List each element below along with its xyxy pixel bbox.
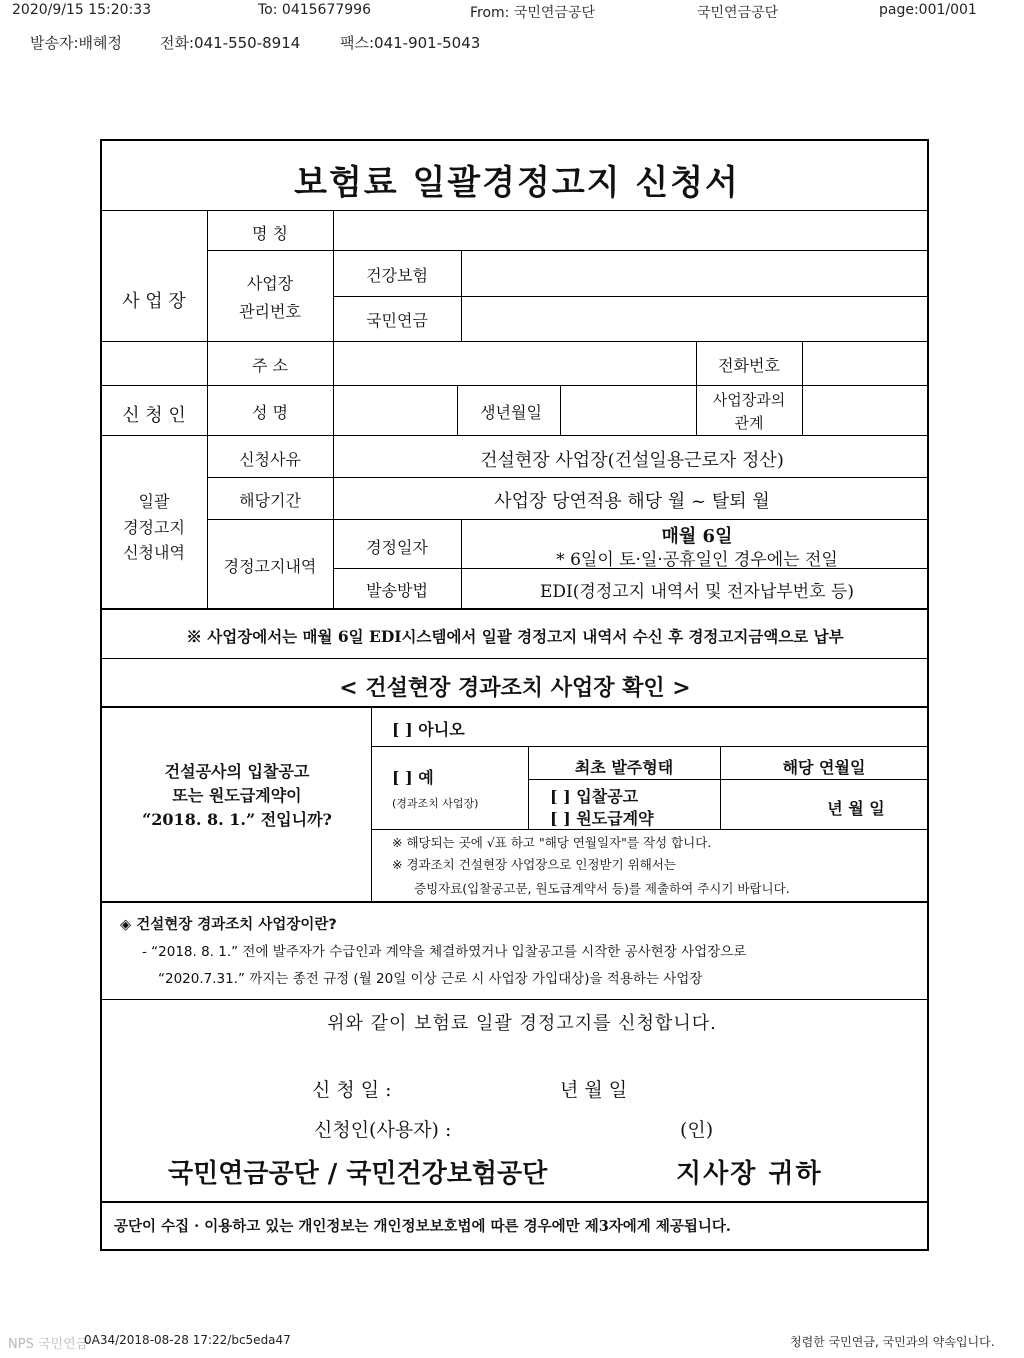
period-label: 해당기간 <box>239 491 301 510</box>
birthdate-label: 생년월일 <box>480 403 542 422</box>
business-section-label: 사 업 장 <box>122 291 186 312</box>
definition-line-1: - “2018. 8. 1.” 전에 발주자가 수급인과 계약을 체결하였거나 입찰공고를 시작한 공사현장 사업장으로 <box>142 944 747 960</box>
form-title: 보험료 일괄경정고지 신청서 <box>294 163 740 203</box>
applicant-name-label: 성 명 <box>252 403 288 422</box>
definition-title: ◈ 건설현장 경과조치 사업장이란? <box>120 917 337 933</box>
details-section-label-2: 경정고지 <box>123 518 185 537</box>
order-date-field[interactable]: 년 월 일 <box>827 799 885 818</box>
details-section-label-1: 일괄 <box>138 492 170 511</box>
relation-label-1: 사업장과의 <box>712 391 786 409</box>
addressee-org: 국민연금공단 / 국민건강보험공단 <box>168 1159 548 1189</box>
transition-note-3: 증빙자료(입찰공고문, 원도급계약서 등)를 제출하여 주시기 바랍니다. <box>414 881 790 896</box>
applicant-signature-label: 신청인(사용자) : <box>314 1119 452 1141</box>
details-section-label-3: 신청내역 <box>123 543 185 562</box>
definition-line-2: “2020.7.31.” 까지는 종전 규정 (월 20일 이상 근로 시 사업장 가입대상)을 적용하는 사업장 <box>158 971 703 987</box>
contract-checkbox[interactable]: [ ] 원도급계약 <box>550 809 654 828</box>
mgmt-no-label-1: 사업장 <box>246 274 294 293</box>
business-name-label: 명 칭 <box>252 224 288 243</box>
notice-details-label: 경정고지내역 <box>223 557 317 576</box>
transition-note-2: ※ 경과조치 건설현장 사업장으로 인정받기 위해서는 <box>392 857 676 872</box>
phone-label: 전화번호 <box>718 356 780 375</box>
transition-note-1: ※ 해당되는 곳에 √표 하고 "해당 연월일자"를 작성 합니다. <box>392 835 712 850</box>
first-order-header: 최초 발주형태 <box>574 758 674 777</box>
yes-checkbox[interactable]: [ ] 예 <box>392 768 434 787</box>
health-insurance-label: 건강보험 <box>366 266 428 285</box>
fax-to: To: 0415677996 <box>258 2 371 18</box>
fax-datetime: 2020/9/15 15:20:33 <box>12 2 152 18</box>
transition-heading: < 건설현장 경과조치 사업장 확인 > <box>339 675 691 701</box>
reason-label: 신청사유 <box>239 450 301 469</box>
correction-date-note: * 6일이 토·일·공휴일인 경우에는 전일 <box>556 550 838 570</box>
seal-mark[interactable]: (인) <box>680 1119 714 1141</box>
footer-slogan: 청렴한 국민연금, 국민과의 약속입니다. <box>790 1335 995 1349</box>
period-value: 사업장 당연적용 해당 월 ~ 탈퇴 월 <box>494 491 770 512</box>
send-method-value: EDI(경정고지 내역서 및 전자납부번호 등) <box>540 582 854 602</box>
fax-org: 국민연금공단 <box>697 5 779 21</box>
no-checkbox[interactable]: [ ] 아니오 <box>392 720 465 739</box>
ym-header: 해당 연월일 <box>782 758 866 777</box>
application-statement: 위와 같이 보험료 일괄 경정고지를 신청합니다. <box>327 1013 717 1034</box>
application-date-label: 신 청 일 : <box>312 1079 392 1101</box>
national-pension-label: 국민연금 <box>366 311 428 330</box>
fax-page: page:001/001 <box>879 2 977 18</box>
reason-value: 건설현장 사업장(건설일용근로자 정산) <box>480 450 784 471</box>
payment-note: ※ 사업장에서는 매월 6일 EDI시스템에서 일괄 경정고지 내역서 수신 후 경정고지금액으로 납부 <box>186 627 844 646</box>
business-name-field[interactable] <box>334 221 828 243</box>
bid-checkbox[interactable]: [ ] 입찰공고 <box>550 787 639 806</box>
relation-label-2: 관계 <box>734 414 764 432</box>
nps-logo: NPS 국민연금 <box>8 1337 89 1352</box>
fax-from: From: 국민연금공단 <box>470 5 595 21</box>
privacy-notice: 공단이 수집 · 이용하고 있는 개인정보는 개인정보보호법에 따른 경우에만 제3자에게 제공됩니다. <box>114 1218 731 1235</box>
sender-fax: 팩스:041-901-5043 <box>340 34 481 52</box>
yes-subtext: (경과조치 사업장) <box>392 797 479 810</box>
applicant-section-label: 신 청 인 <box>122 405 186 426</box>
question-line-2: 또는 원도급계약이 <box>172 786 302 805</box>
mgmt-no-label-2: 관리번호 <box>239 302 301 321</box>
application-form <box>100 139 929 1251</box>
address-label: 주 소 <box>252 356 288 375</box>
sender-phone: 전화:041-550-8914 <box>160 34 301 52</box>
addressee-title: 지사장 귀하 <box>676 1159 823 1189</box>
correction-date-label: 경정일자 <box>366 538 428 557</box>
send-method-label: 발송방법 <box>366 581 428 600</box>
doc-code: 0A34/2018-08-28 17:22/bc5eda47 <box>84 1333 291 1347</box>
sender-name: 발송자:배혜정 <box>30 34 122 52</box>
question-line-1: 건설공사의 입찰공고 <box>164 762 310 781</box>
application-date-field[interactable]: 년 월 일 <box>560 1079 628 1101</box>
question-line-3: “2018. 8. 1.” 전입니까? <box>142 810 332 829</box>
correction-date-value: 매월 6일 <box>661 526 733 547</box>
